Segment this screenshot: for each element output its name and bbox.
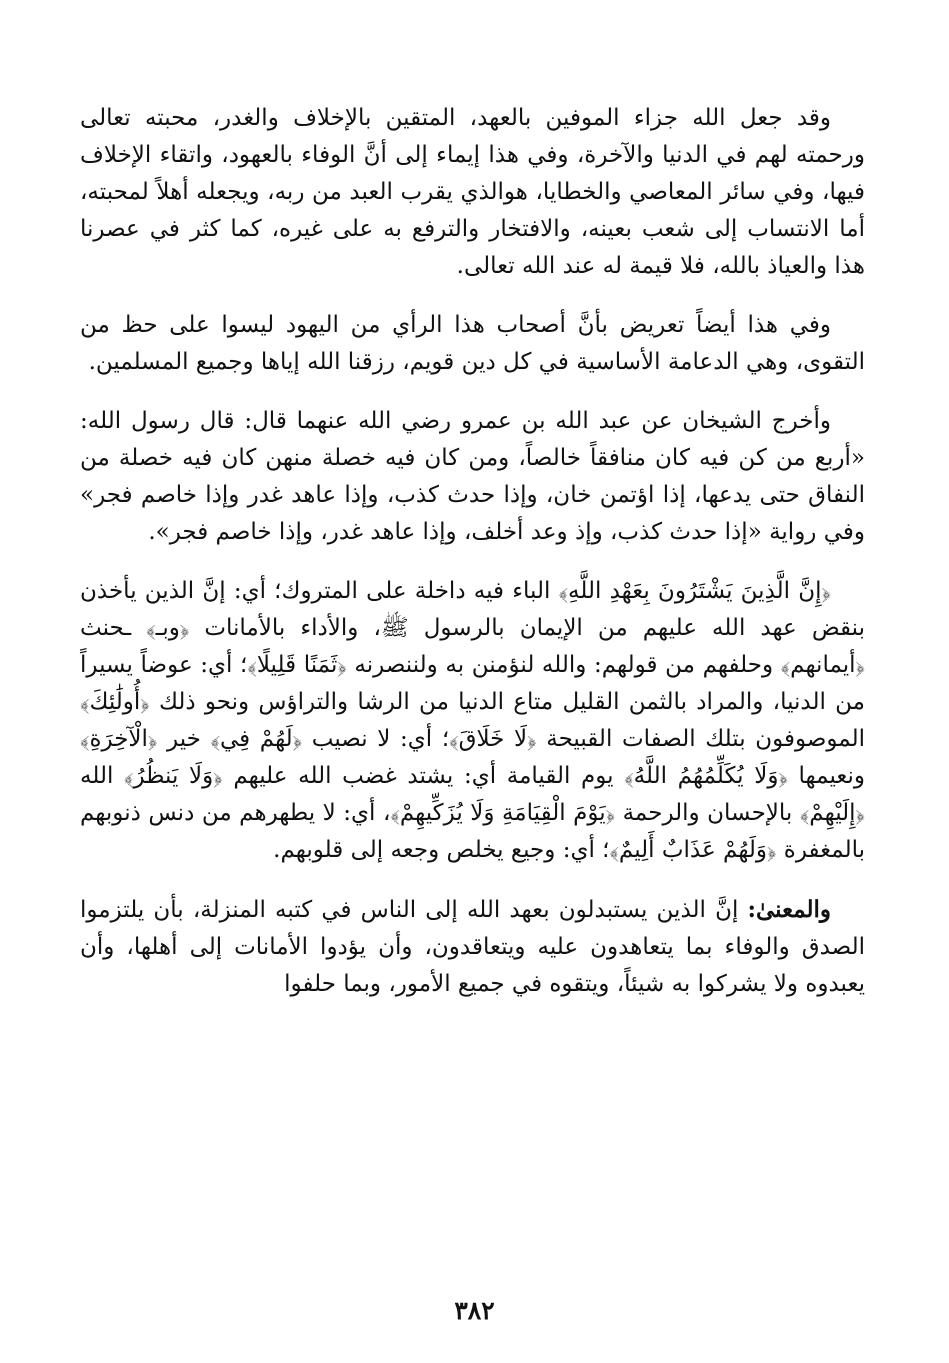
page-number: ٣٨٢ [454,1296,495,1325]
paragraph-5-body: إنَّ الذين يستبدلون بعهد الله إلى الناس في كتبه المنزلة، بأن يلتزموا الصدق والوفاء بما يتعاهدون عليه ويتعاقدون، وأن يؤدوا الأمانات إلى أهلها، وأن يعبدوه ولا يشركوا به شيئاً، ويتقوه في جميع الأمور، وبما حلفوا [80,897,865,997]
paragraph-1: وقد جعل الله جزاء الموفين بالعهد، المتقين بالإخلاف والغدر، محبته تعالى ورحمته لهم في الدنيا والآخرة، وفي هذا إيماء إلى أنَّ الوفاء بالعهود، واتقاء الإخلاف فيها، وفي سائر المعاصي والخطايا، هوالذي يقرب العبد من ربه، ويجعله أهلاً لمحبته، أما الانتساب إلى شعب بعينه، والافتخار والترفع به على غيره، كما كثر في عصرنا هذا والعياذ بالله، فلا قيمة له عند الله تعالى. [80,105,865,279]
main-text [80,100,865,1003]
paragraph-5 [80,891,865,1003]
paragraph-3: وأخرج الشيخان عن عبد الله بن عمرو رضي الله عنهما قال: قال رسول الله: «أربع من كن فيه كان منافقاً خالصاً، ومن كان فيه خصلة منهن كان فيه خصلة من النفاق حتى يدعها، إذا اؤتمن خان، وإذا حدث كذب، وإذا عاهد غدر وإذا خاصم فجر» وفي رواية «إذا حدث كذب، وإذ وعد أخلف، وإذا عاهد غدر، وإذا خاصم فجر». [80,408,865,545]
paragraph-2: وفي هذا أيضاً تعريض بأنَّ أصحاب هذا الرأي من اليهود ليسوا على حظ من التقوى، وهي الدعامة الأساسية في كل دين قويم، رزقنا الله إياها وجميع المسلمين. [80,312,865,375]
paragraph-5-lead: والمعنىٰ: [747,896,832,923]
paragraph-4: ﴿إِنَّ الَّذِينَ يَشْتَرُونَ بِعَهْدِ اللَّهِ﴾ الباء فيه داخلة على المتروك؛ أي: إنَّ الذين يأخذن بنقض عهد الله عليهم من الإيمان بالرسول ﷺ، والأداء بالأمانات ﴿وبـ﴾ ـحنث ﴿أيمانهم﴾ وحلفهم من قولهم: والله لنؤمنن به ولننصرنه ﴿ثَمَنًا قَلِيلًا﴾؛ أي: عوضاً يسيراً من الدنيا، والمراد بالثمن القليل متاع الدنيا من الرشا والتراؤس ونحو ذلك ﴿أُولَٰئِكَ﴾ الموصوفون بتلك الصفات القبيحة ﴿لَا خَلَاقَ﴾؛ أي: لا نصيب ﴿لَهُمْ فِي﴾ خير ﴿الْآخِرَةِ﴾ ونعيمها ﴿وَلَا يُكَلِّمُهُمُ اللَّهُ﴾ يوم القيامة أي: يشتد غضب الله عليهم ﴿وَلَا يَنظُرُ﴾ الله ﴿إِلَيْهِمْ﴾ بالإحسان والرحمة ﴿يَوْمَ الْقِيَامَةِ وَلَا يُزَكِّيهِمْ﴾، أي: لا يطهرهم من دنس ذنوبهم بالمغفرة ﴿وَلَهُمْ عَذَابٌ أَلِيمٌ﴾؛ أي: وجيع يخلص وجعه إلى قلوبهم. [80,578,865,863]
